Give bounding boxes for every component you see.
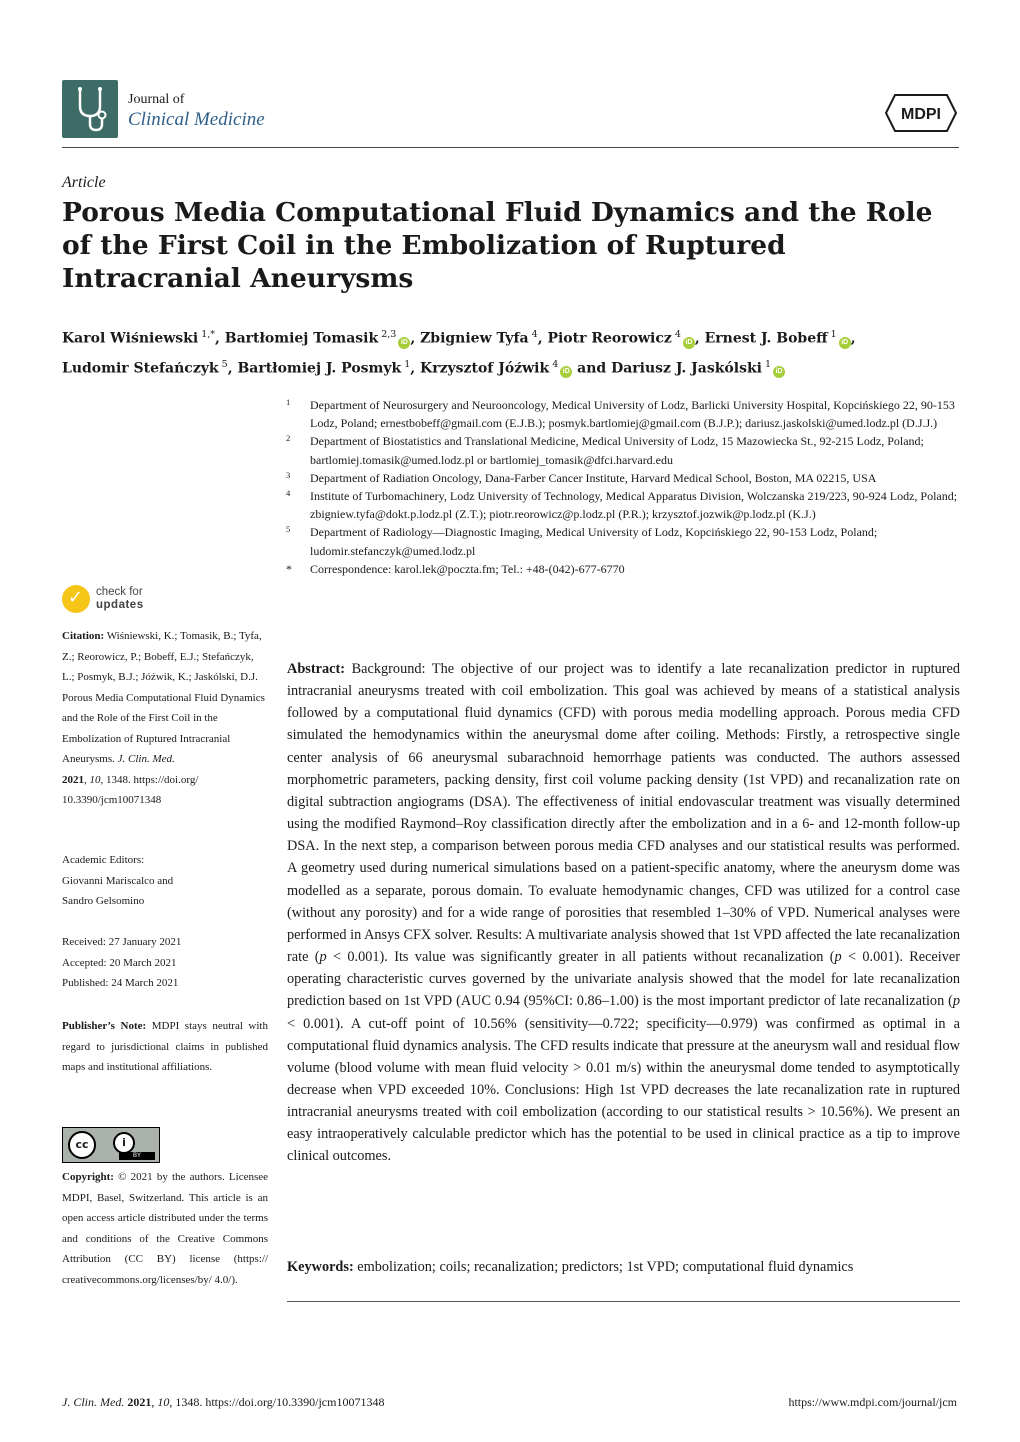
author-separator: , xyxy=(215,330,225,347)
academic-editors xyxy=(62,850,268,912)
orcid-icon[interactable]: iD xyxy=(398,337,410,349)
header-divider xyxy=(62,147,959,148)
footer-year: 2021 xyxy=(127,1395,152,1409)
updates-label: updates xyxy=(96,599,144,611)
affiliation-number: 4 xyxy=(286,488,291,499)
person-icon: i xyxy=(113,1132,135,1154)
author-separator: , xyxy=(537,330,548,347)
affiliation-number: 5 xyxy=(286,524,291,535)
affiliation-number: * xyxy=(286,561,292,576)
article-title: Porous Media Computational Fluid Dynamics and the Role of the First Coil in the Embolization of Ruptured Intracranial Aneurysms xyxy=(62,197,933,294)
citation-year: 2021 xyxy=(62,773,84,786)
check-icon xyxy=(62,585,90,613)
footer-journal-url[interactable]: https://www.mdpi.com/journal/jcm xyxy=(788,1395,957,1409)
affiliation-item xyxy=(286,396,966,432)
accepted-date: Accepted: 20 March 2021 xyxy=(62,956,177,969)
author-name: Ernest J. Bobeff xyxy=(704,330,828,347)
affiliation-item xyxy=(286,560,966,578)
journal-of-label: Journal of xyxy=(128,92,185,107)
author-name: Krzysztof Jóźwik xyxy=(420,360,550,377)
check-for-updates-button[interactable] xyxy=(62,585,212,615)
footer-citation: J. Clin. Med. 2021, 10, 1348. https://doi.org/10.3390/jcm10071348 xyxy=(62,1395,385,1409)
affiliation-item xyxy=(286,523,966,559)
note-text: MDPI stays neutral with regard to jurisdictional claims in published maps and institutional affiliations. xyxy=(62,1020,268,1073)
author-name: Ludomir Stefańczyk xyxy=(62,360,219,377)
affiliations xyxy=(286,396,966,578)
author-name: Karol Wiśniewski xyxy=(62,330,199,347)
journal-name: Clinical Medicine xyxy=(128,109,265,130)
affiliation-number: 1 xyxy=(286,397,291,407)
author-affiliation-marker: 4 xyxy=(528,329,538,340)
orcid-icon[interactable]: iD xyxy=(560,366,572,378)
author-separator: , xyxy=(227,360,238,377)
affiliation-text: Department of Biostatistics and Translational Medicine, Medical University of Lodz, 15 Mazowiecka St., 92-215 Lodz, Poland; bartlomiej.tomasik@umed.lodz.pl or bartlomiej_tomasik@dfci.harvard.edu xyxy=(310,434,924,467)
orcid-icon[interactable]: iD xyxy=(683,337,695,349)
author-affiliation-marker: 5 xyxy=(218,358,228,370)
affiliation-text: Department of Neurosurgery and Neurooncology, Medical University of Lodz, Barlicki University Hospital, Kopcińskiego 22, 90-153 Lodz, Poland; ernestbobeff@gmail.com (E.J.B.); posmyk.bartlomiej@gmail.com (B.J.P.); dariusz.jaskolski@umed.lodz.pl (D.J.J.) xyxy=(310,398,955,431)
author-name: Bartłomiej Tomasik xyxy=(224,330,379,347)
publishers-note xyxy=(62,1016,268,1078)
footer-doi-link[interactable]: , 1348. https://doi.org/10.3390/jcm10071348 xyxy=(169,1395,385,1409)
check-for-label: check for xyxy=(96,586,143,598)
affiliation-item xyxy=(286,432,966,468)
author-name: Zbigniew Tyfa xyxy=(420,330,529,347)
citation-volume: 10 xyxy=(89,773,101,786)
abstract-text: < 0.001). A cut-off point of 10.56% (sensitivity—0.722; specificity—0.979) was confirmed as optimal in a computational fluid dynamics analysis. The CFD results indicate that pressure at the aneurysm wall and residual flow volume (blood volume with mean fluid velocity > 0.01 m/s) within the aneurysmal dome tended to asymptotically decrease when VPD exceeded 10%. Conclusions: High 1st VPD decreases the late recanalization rate in ruptured intracranial aneurysms treated with coil embolization (according to our statistical results > 10.56%). We present an easy intraoperatively calculable predictor which has the potential to be used in clinical practice as a tip to improve clinical outcomes. xyxy=(287,1015,960,1165)
orcid-icon[interactable]: iD xyxy=(773,366,785,378)
author-list xyxy=(62,322,962,381)
mdpi-logo-text: MDPI xyxy=(901,106,941,123)
author-affiliation-marker: 1 xyxy=(761,358,772,370)
p-value-symbol: p xyxy=(834,949,842,966)
received-date: Received: 27 January 2021 xyxy=(62,936,182,948)
author-separator: , xyxy=(694,330,705,347)
author-affiliation-marker: 1 xyxy=(827,329,837,340)
journal-logo xyxy=(62,80,118,138)
abstract-text: Background: The objective of our project was to identify a late recanalization predictor in ruptured intracranial aneurysms treated with coil embolization. This goal was achieved by means of a statistical analysis followed by a computational fluid dynamics (CFD) with porous media modelling approach. Porous media CFD simulated the hemodynamics within the aneurysmal dome after coiling. Methods: Firstly, a retrospective single center analysis of 66 aneurysmal subarachnoid hemorrhage patients was conducted. The authors assessed morphometric parameters, packing density, first coil volume packing density (1st VPD) and recanalization rate on digital subtraction angiograms (DSA). The effectiveness of initial endovascular treatment was visually determined using the modified Raymond–Roy classification directly after the embolization and in a 6- and 12-month follow-up DSA. In the next step, a comparison between porous media CFD analyses and our statistical results was performed. A geometry used during numerical simulations based on a patient-specific anatomy, where the aneurysm dome was modelled as a separate, porous domain. To evaluate hemodynamic changes, CFD was utilized for a control case (without any porosity) and for a wide range of porosities that resembled 1–30% of VPD. Numerical analyses were performed in Ansys CFX solver. Results: A multivariate analysis showed that 1st VPD affected the late recanalization rate ( xyxy=(287,661,960,966)
abstract-text: < 0.001). Its value was significantly greater in all patients without recanalization ( xyxy=(326,949,835,966)
author-affiliation-marker: 4 xyxy=(671,329,681,340)
keywords-label: Keywords: xyxy=(287,1259,354,1275)
by-label: BY xyxy=(119,1152,155,1160)
affiliation-text: Department of Radiology—Diagnostic Imaging, Medical University of Lodz, Kopcińskiego 22, 90-153 Lodz, Poland; ludomir.stefanczyk@umed.lodz.pl xyxy=(310,525,878,558)
stethoscope-icon xyxy=(62,80,118,138)
keywords-text: embolization; coils; recanalization; predictors; 1st VPD; computational fluid dynamics xyxy=(353,1259,854,1275)
author-name: Dariusz J. Jaskólski xyxy=(611,360,762,377)
citation-doi[interactable]: , 1348. https://doi.org/ 10.3390/jcm10071348 xyxy=(62,773,199,806)
p-value-symbol: p xyxy=(952,993,960,1010)
citation-label: Citation: xyxy=(62,630,105,642)
copyright-label: Copyright: xyxy=(62,1171,114,1183)
affiliation-text: Correspondence: karol.lek@poczta.fm; Tel.: +48-(042)-677-6770 xyxy=(310,561,625,576)
author-name: Piotr Reorowicz xyxy=(547,330,672,347)
footer-journal: J. Clin. Med. xyxy=(62,1395,125,1409)
keywords xyxy=(287,1256,960,1278)
author-name: Bartłomiej J. Posmyk xyxy=(237,360,402,377)
editor-name: Giovanni Mariscalco and xyxy=(62,874,174,887)
abstract-label: Abstract: xyxy=(287,661,345,677)
publication-dates xyxy=(62,932,268,994)
affiliation-text: Institute of Turbomachinery, Lodz University of Technology, Medical Apparatus Division, Wolczanska 219/223, 90-924 Lodz, Poland; zbigniew.tyfa@dokt.p.lodz.pl (Z.T.); piotr.reorowicz@p.lodz.pl (P.R.); krzysztof.jozwik@p.lodz.pl (K.J.) xyxy=(310,489,958,522)
author-separator: , xyxy=(850,330,856,347)
mdpi-logo xyxy=(885,94,957,132)
copyright-block xyxy=(62,1167,268,1290)
author-affiliation-marker: 1 xyxy=(401,358,411,370)
author-separator: , xyxy=(410,330,421,347)
affiliation-number: 3 xyxy=(286,469,291,480)
published-date: Published: 24 March 2021 xyxy=(62,977,179,989)
editors-label: Academic Editors: xyxy=(62,854,145,866)
citation-journal: J. Clin. Med. xyxy=(117,753,175,765)
affiliation-item xyxy=(286,469,966,487)
p-value-symbol: p xyxy=(319,949,327,966)
editor-name: Sandro Gelsomino xyxy=(62,895,145,907)
author-separator: and xyxy=(572,360,612,377)
abstract xyxy=(287,658,960,1168)
affiliation-number: 2 xyxy=(286,433,291,444)
author-separator: , xyxy=(410,360,421,377)
author-affiliation-marker: 4 xyxy=(549,358,559,370)
cc-icon: cc xyxy=(68,1131,96,1159)
abstract-text: < 0.001). Receiver operating characteristic curves governed by the univariate analysis showed that the model for late recanalization prediction based on 1st VPD (AUC 0.94 (95%CI: 0.86–1.00) is the most important predictor of late recanalization ( xyxy=(287,949,961,1010)
footer-volume: 10 xyxy=(157,1395,170,1409)
section-divider xyxy=(287,1301,960,1302)
affiliation-item xyxy=(286,487,966,523)
citation-text: Wiśniewski, K.; Tomasik, B.; Tyfa, Z.; Reorowicz, P.; Bobeff, E.J.; Stefańczyk, L.; Posmyk, B.J.; Jóźwik, K.; Jaskólski, D.J. Porous Media Computational Fluid Dynamics and the Role of the First Coil in the Embolization of Ruptured Intracranial Aneurysms. xyxy=(62,630,265,765)
copyright-text: © 2021 by the authors. Licensee MDPI, Basel, Switzerland. This article is an open access article distributed under the terms and conditions of the Creative Commons Attribution (CC BY) license (https:// creativecommons.org/licenses/by/ 4.0/). xyxy=(62,1171,268,1286)
author-affiliation-marker: 2,3 xyxy=(378,329,397,340)
note-label: Publisher’s Note: xyxy=(62,1020,147,1032)
cc-by-license-badge[interactable] xyxy=(62,1127,160,1163)
author-affiliation-marker: 1,* xyxy=(198,329,216,340)
citation-block: Citation: Wiśniewski, K.; Tomasik, B.; Tyfa, Z.; Reorowicz, P.; Bobeff, E.J.; Stefańczyk, L.; Posmyk, B.J.; Jóźwik, K.; Jaskólski, D.J. Porous Media Computational Fluid Dynamics and the Role of the First Coil in the Embolization of Ruptured Intracranial Aneurysms. J. Clin. Med. 2021, 10, 1348. https://doi.org/ 10.3390/jcm10071348 xyxy=(62,630,265,806)
affiliation-text: Department of Radiation Oncology, Dana-Farber Cancer Institute, Harvard Medical School, Boston, MA 02215, USA xyxy=(310,470,877,485)
article-type: Article xyxy=(62,174,106,191)
orcid-icon[interactable]: iD xyxy=(839,337,851,349)
